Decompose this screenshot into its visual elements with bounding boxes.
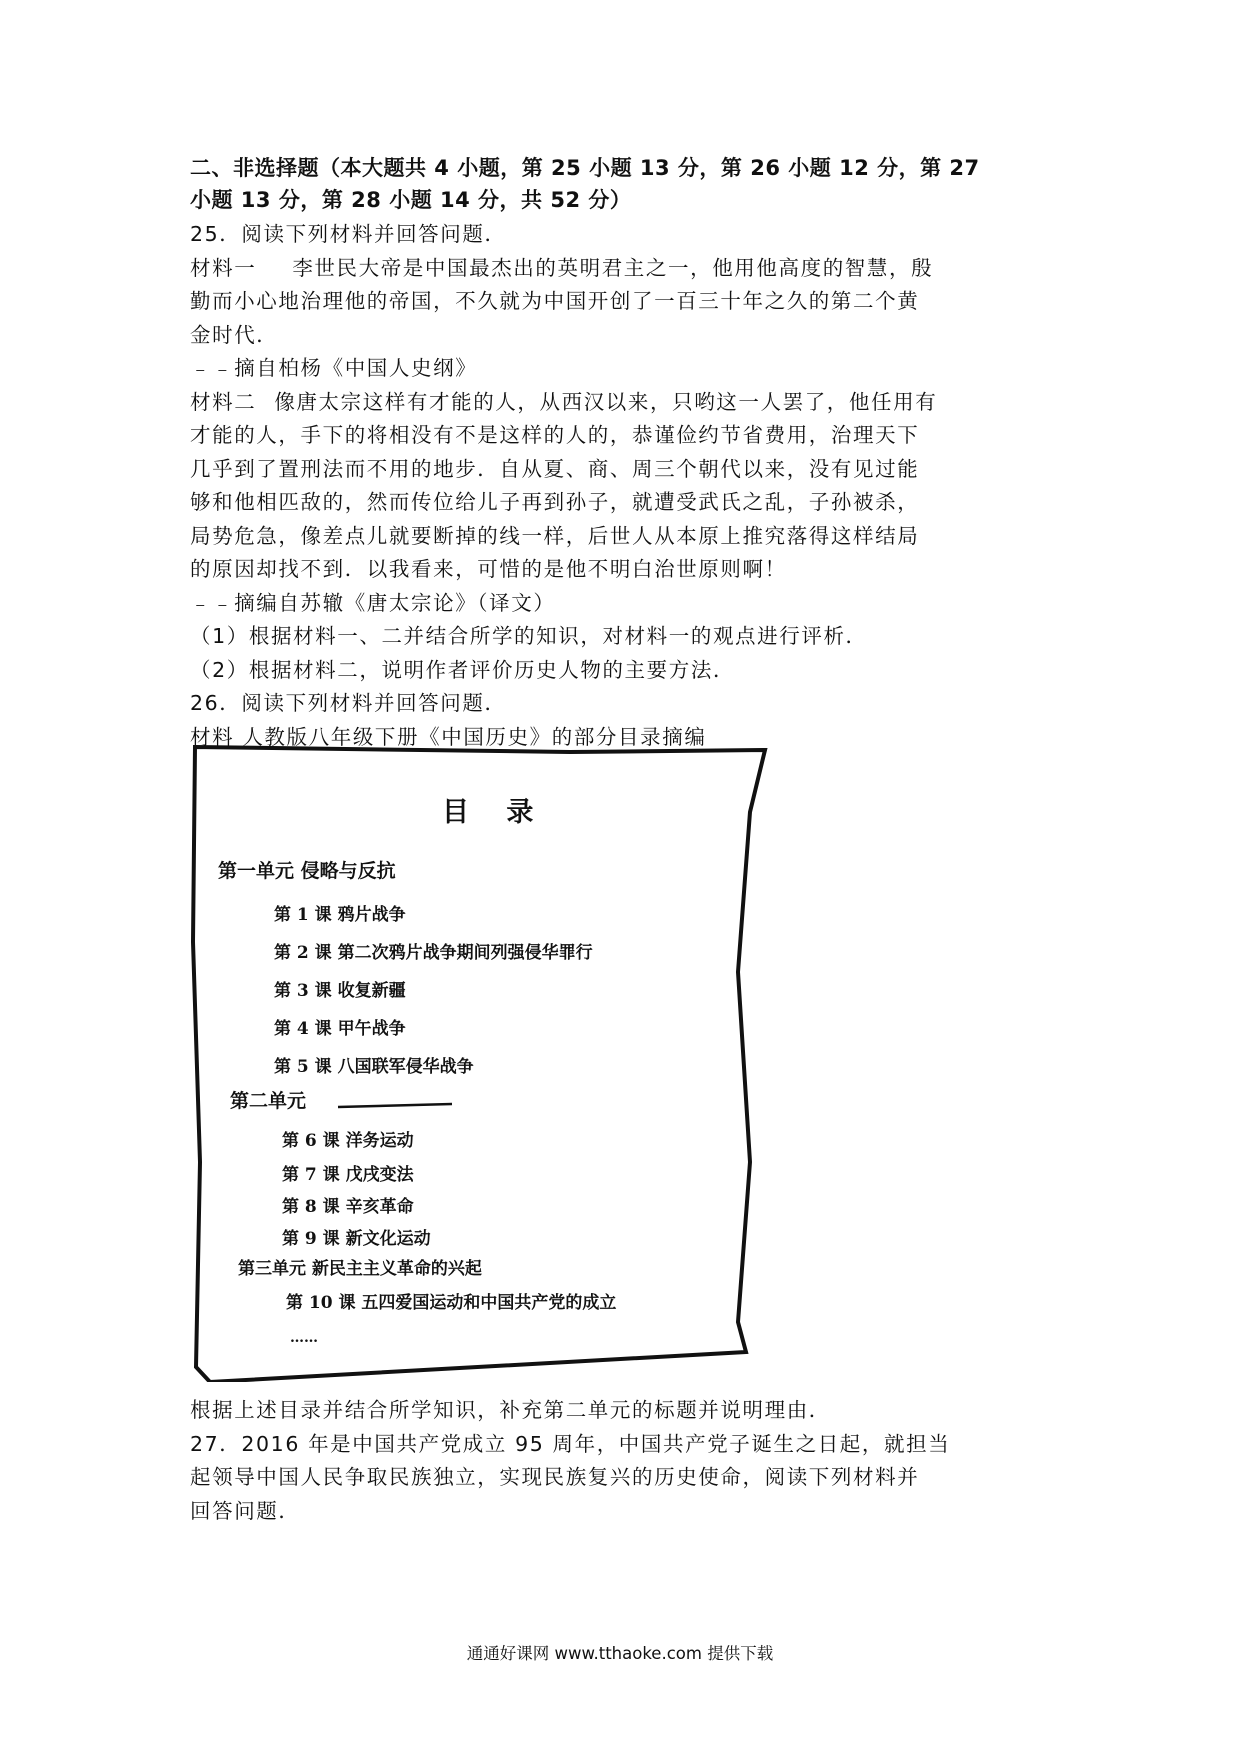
toc-ellipsis: ……	[290, 1330, 318, 1346]
toc-unit-1: 第一单元 侵略与反抗	[218, 860, 396, 882]
toc-lesson-8: 第 8 课 辛亥革命	[282, 1197, 414, 1217]
q25-material-2-line-2: 才能的人，手下的将相没有不是这样的人的，恭谨俭约节省费用，治理天下	[190, 423, 920, 447]
section-header-line-1: 二、非选择题（本大题共 4 小题，第 25 小题 13 分，第 26 小题 12 分，第 27	[190, 156, 980, 180]
footer-watermark: 通通好课网 www.tthaoke.com 提供下载	[466, 1644, 774, 1663]
material-1-text: 李世民大帝是中国最杰出的英明君主之一，他用他高度的智慧，殷	[292, 255, 934, 280]
toc-lesson-1: 第 1 课 鸦片战争	[274, 905, 406, 925]
toc-lesson-4: 第 4 课 甲午战争	[274, 1019, 406, 1039]
q25-material-1-line-3: 金时代．	[190, 322, 279, 347]
material-2-label: 材料二	[190, 389, 257, 414]
q25-subquestion-1: （1）根据材料一、二并结合所学的知识，对材料一的观点进行评析．	[190, 624, 868, 648]
question-26-27	[190, 1394, 1060, 1528]
q26-question: 根据上述目录并结合所学知识，补充第二单元的标题并说明理由．	[190, 1398, 831, 1422]
toc-title: 目 录	[442, 797, 548, 828]
q25-material-2-line-1	[190, 386, 1060, 420]
q25-subquestion-2: （2）根据材料二，说明作者评价历史人物的主要方法．	[190, 657, 736, 682]
toc-lesson-3: 第 3 课 收复新疆	[274, 981, 406, 1001]
q27-line-3: 回答问题．	[190, 1498, 301, 1523]
q25-material-2-line-6: 的原因却找不到．以我看来，可惜的是他不明白治世原则啊！	[190, 557, 787, 581]
q27-line-1: 27．2016 年是中国共产党成立 95 周年，中国共产党子诞生之日起，就担当	[190, 1431, 951, 1456]
toc-lesson-9: 第 9 课 新文化运动	[282, 1229, 431, 1249]
material-1-label: 材料一	[190, 255, 257, 280]
toc-lesson-10: 第 10 课 五四爱国运动和中国共产党的成立	[286, 1293, 617, 1313]
toc-unit-3: 第三单元 新民主主义革命的兴起	[238, 1259, 482, 1279]
toc-lesson-2: 第 2 课 第二次鸦片战争期间列强侵华罪行	[274, 943, 593, 963]
toc-unit-2: 第二单元	[230, 1090, 307, 1112]
material-2-text: 像唐太宗这样有才能的人，从西汉以来，只哟这一人罢了，他任用有	[274, 389, 938, 414]
q27-line-2: 起领导中国人民争取民族独立，实现民族复兴的历史使命，阅读下列材料并	[190, 1465, 920, 1489]
q25-material-2-line-3: 几乎到了置刑法而不用的地步．自从夏、商、周三个朝代以来，没有见过能	[190, 456, 920, 481]
q26-stem: 26．阅读下列材料并回答问题．	[190, 691, 507, 715]
q25-material-2-line-4: 够和他相匹敌的，然而传位给儿子再到孙子，就遭受武氏之乱，子孙被杀，	[190, 490, 920, 514]
toc-lesson-5: 第 5 课 八国联军侵华战争	[274, 1057, 474, 1077]
question-25	[190, 218, 1060, 754]
q25-material-1-line-2: 勤而小心地治理他的帝国，不久就为中国开创了一百三十年之久的第二个黄	[190, 289, 920, 313]
q25-material-1-line-1	[190, 252, 1060, 286]
section-header-line-2: 小题 13 分，第 28 小题 14 分，共 52 分）	[190, 188, 632, 212]
toc-lesson-6: 第 6 课 洋务运动	[282, 1131, 414, 1151]
q25-material-1-source: ﹣﹣摘自柏杨《中国人史纲》	[190, 356, 478, 380]
toc-lesson-7: 第 7 课 戊戌变法	[282, 1165, 414, 1185]
q26-material: 材料 人教版八年级下册《中国历史》的部分目录摘编	[190, 724, 707, 749]
q25-stem: 25．阅读下列材料并回答问题．	[190, 222, 507, 246]
q25-material-2-line-5: 局势危急，像差点儿就要断掉的线一样，后世人从本原上推究落得这样结局	[190, 523, 920, 548]
section-header	[190, 152, 1060, 216]
q25-material-2-source: ﹣﹣摘编自苏辙《唐太宗论》（译文）	[190, 590, 556, 615]
toc-image	[190, 742, 770, 1382]
